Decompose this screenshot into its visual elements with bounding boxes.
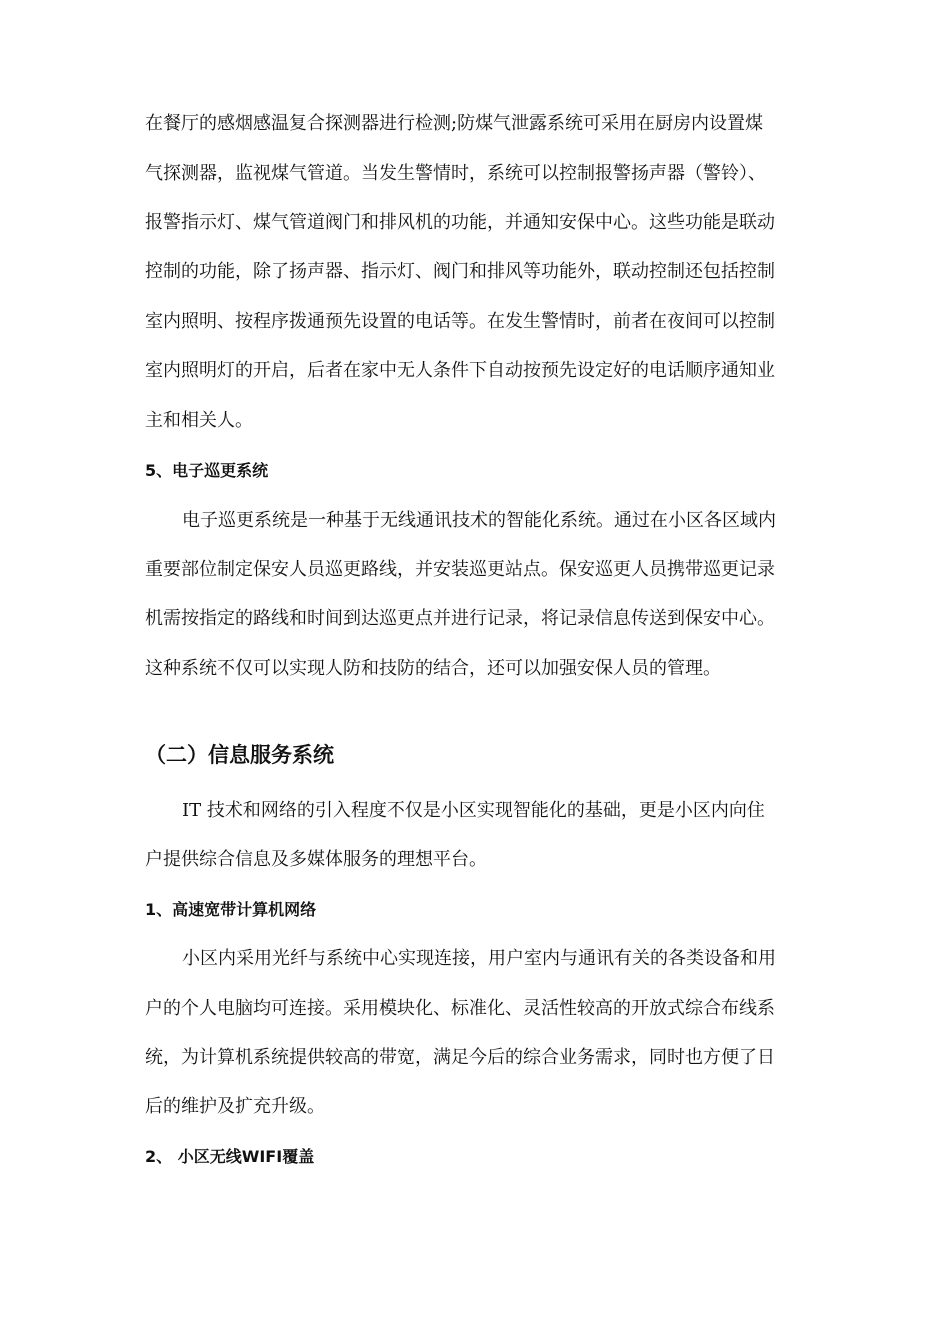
paragraph-line: 户提供综合信息及多媒体服务的理想平台。 [145, 849, 487, 870]
section-heading: （二）信息服务系统 [145, 743, 334, 767]
paragraph-line: 室内照明灯的开启，后者在家中无人条件下自动按预先设定好的电话顺序通知业 [145, 360, 775, 381]
paragraph-line: 在餐厅的感烟感温复合探测器进行检测;防煤气泄露系统可采用在厨房内设置煤 [145, 113, 764, 134]
paragraph-line: 统，为计算机系统提供较高的带宽，满足今后的综合业务需求，同时也方便了日 [145, 1047, 775, 1068]
paragraph-line: 控制的功能，除了扬声器、指示灯、阀门和排风等功能外，联动控制还包括控制 [145, 261, 775, 282]
paragraph-line: 室内照明、按程序拨通预先设置的电话等。在发生警情时，前者在夜间可以控制 [145, 311, 775, 332]
paragraph-line: 后的维护及扩充升级。 [145, 1096, 325, 1117]
paragraph-line: 小区内采用光纤与系统中心实现连接，用户室内与通讯有关的各类设备和用 [182, 948, 776, 969]
subheading-patrol: 5、电子巡更系统 [145, 461, 269, 480]
paragraph-line: 户的个人电脑均可连接。采用模块化、标准化、灵活性较高的开放式综合布线系 [145, 998, 775, 1019]
subheading-network: 1、高速宽带计算机网络 [145, 900, 317, 919]
paragraph-line: 机需按指定的路线和时间到达巡更点并进行记录，将记录信息传送到保安中心。 [145, 608, 775, 629]
paragraph-line: 报警指示灯、煤气管道阀门和排风机的功能，并通知安保中心。这些功能是联动 [145, 212, 775, 233]
paragraph-line: 气探测器，监视煤气管道。当发生警情时，系统可以控制报警扬声器（警铃）、 [145, 163, 766, 184]
paragraph-line: 主和相关人。 [145, 410, 253, 431]
paragraph-line: 电子巡更系统是一种基于无线通讯技术的智能化系统。通过在小区各区域内 [182, 510, 776, 531]
paragraph-line: IT 技术和网络的引入程度不仅是小区实现智能化的基础，更是小区内向住 [182, 800, 765, 821]
paragraph-line: 这种系统不仅可以实现人防和技防的结合，还可以加强安保人员的管理。 [145, 658, 721, 679]
subheading-wifi: 2、 小区无线WIFI覆盖 [145, 1147, 315, 1166]
paragraph-line: 重要部位制定保安人员巡更路线，并安装巡更站点。保安巡更人员携带巡更记录 [145, 559, 775, 580]
